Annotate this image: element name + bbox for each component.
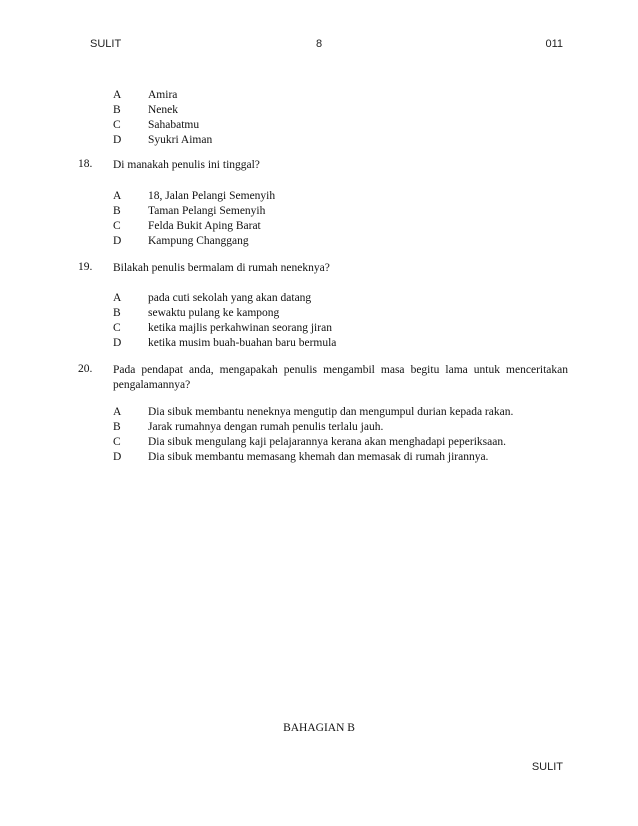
q17-option-d: [113, 133, 583, 148]
q18-option-c: [113, 219, 583, 234]
option-letter: B: [113, 205, 121, 217]
option-text: Dia sibuk membantu neneknya mengutip dan mengumpul durian kepada rakan.: [148, 406, 514, 418]
header-left-label: SULIT: [90, 38, 122, 50]
option-text: Nenek: [148, 104, 179, 116]
q18-options: [113, 189, 583, 249]
q20-option-a: [113, 405, 583, 420]
option-text: Sahabatmu: [148, 119, 200, 131]
q19-option-c: [113, 321, 583, 336]
option-text: ketika majlis perkahwinan seorang jiran: [148, 322, 332, 334]
q18-option-d: [113, 234, 583, 249]
q18-option-a: [113, 189, 583, 204]
option-letter: D: [113, 134, 122, 146]
option-text: sewaktu pulang ke kampong: [148, 307, 280, 319]
option-letter: A: [113, 292, 122, 304]
option-letter: D: [113, 451, 122, 463]
q17-option-b: [113, 103, 583, 118]
option-text: Syukri Aiman: [148, 134, 213, 146]
paper-code: 011: [545, 38, 563, 50]
option-letter: A: [113, 89, 122, 101]
question-number: 20.: [78, 363, 93, 375]
option-text: Jarak rumahnya dengan rumah penulis terlalu jauh.: [148, 421, 384, 433]
question-number: 18.: [78, 158, 93, 170]
option-letter: B: [113, 307, 121, 319]
q19-option-a: [113, 291, 583, 306]
q17-option-a: [113, 88, 583, 103]
option-text: Dia sibuk membantu memasang khemah dan memasak di rumah jirannya.: [148, 451, 489, 463]
option-letter: B: [113, 421, 121, 433]
q20-option-d: [113, 450, 583, 465]
footer-label: SULIT: [531, 761, 563, 773]
option-letter: C: [113, 119, 121, 131]
question-19: [78, 261, 568, 276]
option-text: Amira: [148, 89, 178, 101]
q17-options: [113, 88, 583, 148]
option-text: Felda Bukit Aping Barat: [148, 220, 261, 232]
section-title: BAHAGIAN B: [283, 722, 355, 734]
page-number: 8: [315, 38, 323, 50]
q18-option-b: [113, 204, 583, 219]
question-text: Pada pendapat anda, mengapakah penulis mengambil masa begitu lama untuk menceritakan pengalamannya?: [113, 364, 568, 391]
q19-options: [113, 291, 583, 351]
option-letter: B: [113, 104, 121, 116]
option-letter: C: [113, 436, 121, 448]
option-text: Dia sibuk mengulang kaji pelajarannya kerana akan menghadapi peperiksaan.: [148, 436, 506, 448]
option-letter: C: [113, 322, 121, 334]
q20-options: [113, 405, 583, 465]
question-number: 19.: [78, 261, 93, 273]
question-text: Bilakah penulis bermalam di rumah neneknya?: [113, 262, 330, 274]
option-text: Kampung Changgang: [148, 235, 249, 247]
option-letter: A: [113, 190, 122, 202]
option-text: ketika musim buah-buahan baru bermula: [148, 337, 337, 349]
option-text: Taman Pelangi Semenyih: [148, 205, 266, 217]
q20-option-c: [113, 435, 583, 450]
option-letter: D: [113, 337, 122, 349]
question-text: Di manakah penulis ini tinggal?: [113, 159, 260, 171]
option-text: 18, Jalan Pelangi Semenyih: [148, 190, 276, 202]
option-letter: C: [113, 220, 121, 232]
q20-option-b: [113, 420, 583, 435]
option-letter: A: [113, 406, 122, 418]
question-18: [78, 158, 568, 173]
option-letter: D: [113, 235, 122, 247]
q19-option-d: [113, 336, 583, 351]
question-20: [78, 363, 568, 393]
option-text: pada cuti sekolah yang akan datang: [148, 292, 312, 304]
q17-option-c: [113, 118, 583, 133]
q19-option-b: [113, 306, 583, 321]
